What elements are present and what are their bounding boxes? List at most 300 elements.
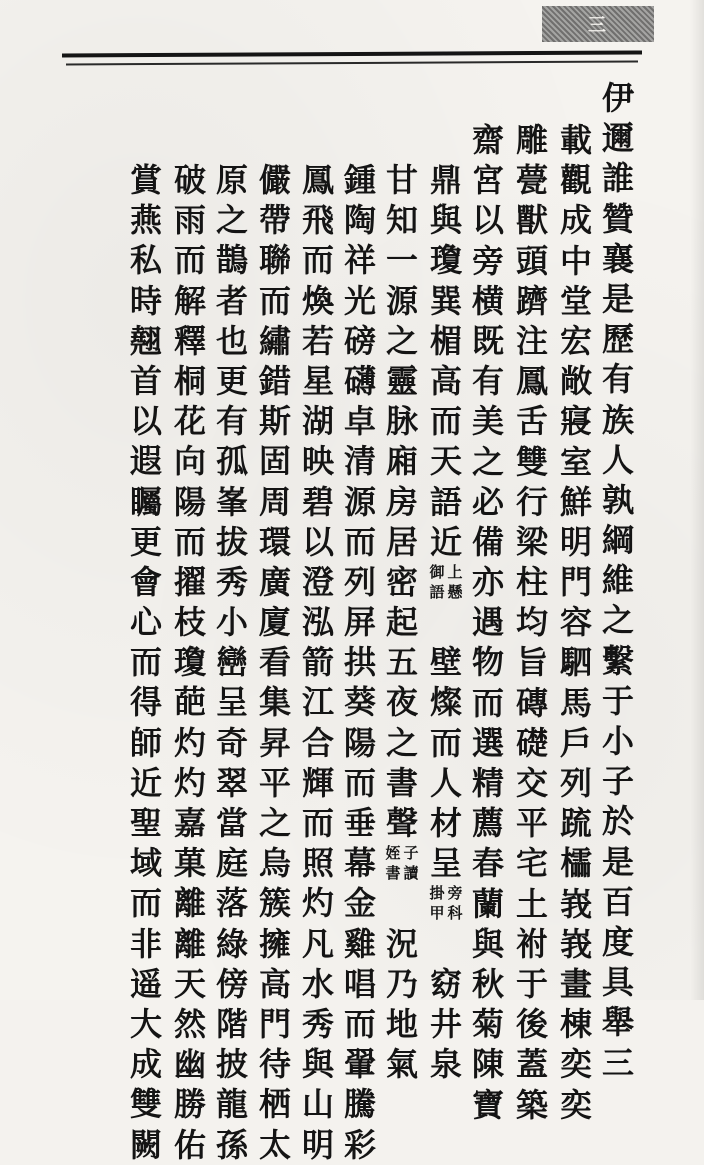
glyph: 奕 — [559, 1045, 592, 1084]
glyph: 首 — [129, 361, 162, 400]
glyph: 水 — [301, 964, 334, 1003]
glyph: 窈 — [429, 964, 462, 1003]
glyph: 卓 — [343, 402, 376, 441]
glyph: 柱 — [515, 563, 548, 602]
glyph: 而 — [301, 241, 334, 280]
glyph: 非 — [129, 924, 162, 963]
glyph: 清 — [343, 442, 376, 481]
glyph: 飛 — [301, 201, 334, 240]
glyph: 闕 — [129, 1125, 162, 1164]
note-subcolumn — [428, 883, 446, 963]
glyph: 與 — [471, 924, 504, 963]
glyph: 與 — [301, 1045, 334, 1084]
glyph: 碧 — [301, 482, 334, 521]
glyph: 陽 — [343, 723, 376, 762]
glyph: 看 — [258, 643, 291, 682]
glyph: 落 — [215, 884, 248, 923]
page-corner-mark: 三 — [542, 6, 654, 42]
text-column-6 — [382, 160, 422, 1084]
note-glyph: 姪 — [385, 844, 401, 863]
glyph: 書 — [385, 763, 418, 802]
glyph: 遇 — [471, 603, 504, 642]
glyph: 甘 — [385, 161, 418, 199]
note-subcolumn — [402, 843, 420, 923]
glyph: 陶 — [343, 201, 376, 240]
text-column-7 — [340, 160, 380, 1165]
glyph: 是 — [601, 279, 634, 318]
glyph: 而 — [129, 884, 162, 923]
glyph: 均 — [515, 603, 548, 642]
glyph: 煥 — [301, 281, 334, 320]
glyph: 居 — [385, 522, 418, 561]
glyph: 薦 — [471, 804, 504, 843]
glyph: 廈 — [258, 603, 291, 642]
glyph: 襄 — [601, 239, 634, 278]
glyph: 湖 — [301, 402, 334, 441]
glyph: 高 — [429, 361, 462, 400]
glyph: 鵲 — [215, 241, 248, 280]
glyph: 騰 — [343, 1085, 376, 1124]
glyph: 灼 — [173, 723, 206, 762]
text-column-4 — [468, 120, 508, 1125]
glyph: 人 — [601, 440, 634, 479]
glyph: 孰 — [601, 480, 634, 519]
glyph: 礴 — [343, 361, 376, 400]
glyph: 庭 — [215, 844, 248, 883]
glyph: 巒 — [215, 643, 248, 682]
glyph: 贊 — [601, 199, 634, 238]
glyph: 觀 — [559, 161, 592, 200]
glyph: 磚 — [515, 683, 548, 722]
glyph: 更 — [129, 522, 162, 561]
glyph: 蓋 — [515, 1045, 548, 1084]
glyph: 泓 — [301, 603, 334, 642]
glyph: 近 — [129, 763, 162, 802]
glyph: 栖 — [258, 1085, 291, 1124]
glyph: 凡 — [301, 924, 334, 963]
glyph: 一 — [385, 241, 418, 280]
glyph: 族 — [601, 400, 634, 439]
text-column-8 — [298, 160, 338, 1165]
glyph: 誰 — [601, 159, 634, 198]
glyph: 若 — [301, 321, 334, 360]
glyph: 天 — [173, 964, 206, 1003]
glyph: 繫 — [601, 641, 634, 680]
glyph: 心 — [129, 603, 162, 642]
glyph: 雞 — [343, 924, 376, 963]
text-column-2 — [556, 120, 596, 1125]
glyph: 戶 — [559, 723, 592, 762]
glyph: 交 — [515, 764, 548, 802]
glyph: 語 — [429, 482, 462, 521]
note-glyph: 御 — [429, 562, 445, 581]
glyph: 拔 — [215, 522, 248, 561]
glyph: 成 — [559, 201, 592, 240]
glyph: 花 — [173, 402, 206, 441]
glyph: 室 — [559, 442, 592, 481]
glyph: 也 — [215, 321, 248, 360]
glyph: 嘉 — [173, 804, 206, 842]
glyph: 離 — [173, 924, 206, 963]
glyph: 明 — [301, 1125, 334, 1164]
glyph: 鳳 — [515, 362, 548, 401]
glyph: 而 — [343, 763, 376, 802]
glyph: 小 — [601, 722, 634, 760]
text-column-12 — [126, 160, 166, 1165]
glyph: 秀 — [301, 1004, 334, 1043]
glyph: 合 — [301, 723, 334, 762]
glyph: 峩 — [559, 884, 592, 923]
glyph: 菓 — [173, 844, 206, 883]
glyph: 與 — [429, 201, 462, 240]
text-column-11 — [170, 160, 210, 1165]
glyph: 于 — [515, 964, 548, 1003]
glyph: 以 — [301, 522, 334, 561]
glyph: 度 — [601, 922, 634, 961]
glyph: 于 — [601, 681, 634, 720]
glyph: 鼎 — [429, 161, 462, 199]
glyph: 烏 — [258, 844, 291, 883]
glyph: 維 — [601, 561, 634, 600]
glyph: 勝 — [173, 1085, 206, 1124]
interlinear-note — [382, 843, 422, 923]
glyph: 畫 — [559, 964, 592, 1003]
glyph: 灼 — [173, 763, 206, 802]
glyph: 列 — [343, 562, 376, 601]
glyph: 私 — [129, 241, 162, 280]
glyph: 旁 — [471, 241, 504, 280]
glyph: 蘭 — [471, 884, 504, 923]
glyph: 既 — [471, 321, 504, 360]
glyph: 敞 — [559, 362, 592, 401]
glyph: 邇 — [601, 119, 634, 158]
glyph: 房 — [385, 482, 418, 521]
glyph: 得 — [129, 683, 162, 722]
glyph: 雨 — [173, 201, 206, 240]
glyph: 後 — [515, 1005, 548, 1044]
glyph: 鍾 — [343, 161, 376, 199]
glyph: 歷 — [601, 320, 634, 359]
glyph: 瓊 — [429, 241, 462, 280]
glyph: 舉 — [601, 1003, 634, 1042]
glyph: 昇 — [258, 723, 291, 762]
glyph: 環 — [258, 522, 291, 561]
glyph: 梁 — [515, 522, 548, 561]
note-glyph: 掛 — [429, 884, 445, 903]
glyph: 氣 — [385, 1045, 418, 1084]
glyph: 江 — [301, 683, 334, 722]
glyph: 而 — [429, 723, 462, 762]
glyph: 擁 — [258, 924, 291, 963]
glyph: 奇 — [215, 723, 248, 762]
glyph: 駟 — [559, 643, 592, 682]
glyph: 然 — [173, 1004, 206, 1043]
glyph: 宅 — [515, 844, 548, 883]
glyph: 廣 — [258, 562, 291, 601]
note-glyph: 書 — [385, 864, 401, 883]
glyph: 灼 — [301, 884, 334, 923]
glyph: 帶 — [258, 201, 291, 240]
text-column-3 — [512, 120, 552, 1125]
note-glyph: 上 — [447, 562, 463, 581]
glyph: 映 — [301, 442, 334, 481]
glyph: 列 — [559, 764, 592, 802]
glyph: 亦 — [471, 563, 504, 602]
glyph: 傍 — [215, 964, 248, 1003]
glyph: 明 — [559, 522, 592, 561]
glyph: 星 — [301, 361, 334, 400]
glyph: 高 — [258, 964, 291, 1003]
glyph: 遥 — [129, 964, 162, 1003]
glyph: 地 — [385, 1004, 418, 1043]
glyph: 有 — [471, 362, 504, 401]
glyph: 唱 — [343, 964, 376, 1003]
glyph: 中 — [559, 241, 592, 280]
glyph: 原 — [215, 161, 248, 199]
glyph: 時 — [129, 281, 162, 320]
text-column-9 — [255, 160, 295, 1165]
glyph: 集 — [258, 683, 291, 722]
interlinear-note — [426, 562, 466, 642]
glyph: 天 — [429, 442, 462, 481]
glyph: 斯 — [258, 402, 291, 441]
note-glyph: 讀 — [403, 864, 419, 883]
note-subcolumn — [384, 843, 402, 923]
glyph: 待 — [258, 1045, 291, 1084]
glyph: 美 — [471, 402, 504, 441]
glyph: 秀 — [215, 562, 248, 601]
glyph: 向 — [173, 442, 206, 481]
glyph: 注 — [515, 321, 548, 360]
glyph: 躋 — [515, 281, 548, 320]
glyph: 有 — [215, 402, 248, 441]
glyph: 寶 — [471, 1085, 504, 1124]
glyph: 金 — [343, 884, 376, 923]
glyph: 之 — [385, 723, 418, 762]
glyph: 離 — [173, 884, 206, 923]
glyph: 太 — [258, 1125, 291, 1164]
note-glyph: 語 — [429, 582, 445, 601]
glyph: 之 — [471, 442, 504, 481]
glyph: 佑 — [173, 1125, 206, 1164]
glyph: 而 — [129, 643, 162, 682]
text-column-1 — [598, 78, 638, 1083]
glyph: 材 — [429, 804, 462, 843]
glyph: 井 — [429, 1004, 462, 1043]
glyph: 師 — [129, 723, 162, 762]
glyph: 源 — [343, 482, 376, 521]
glyph: 載 — [559, 121, 592, 159]
glyph: 釋 — [173, 321, 206, 360]
note-subcolumn — [446, 883, 464, 963]
glyph: 甍 — [515, 161, 548, 200]
glyph: 而 — [429, 402, 462, 441]
glyph: 固 — [258, 442, 291, 481]
glyph: 而 — [173, 241, 206, 280]
glyph: 光 — [343, 281, 376, 320]
glyph: 之 — [258, 804, 291, 842]
glyph: 成 — [129, 1045, 162, 1084]
glyph: 孫 — [215, 1125, 248, 1164]
glyph: 必 — [471, 482, 504, 521]
glyph: 雕 — [515, 121, 548, 159]
glyph: 近 — [429, 522, 462, 561]
glyph: 頭 — [515, 241, 548, 280]
glyph: 箭 — [301, 643, 334, 682]
glyph: 齋 — [471, 121, 504, 159]
glyph: 楣 — [429, 321, 462, 360]
glyph: 乃 — [385, 964, 418, 1003]
glyph: 屏 — [343, 603, 376, 642]
glyph: 彩 — [343, 1125, 376, 1164]
glyph: 照 — [301, 844, 334, 883]
glyph: 備 — [471, 522, 504, 561]
glyph: 而 — [343, 1004, 376, 1043]
glyph: 夜 — [385, 683, 418, 722]
glyph: 綱 — [601, 521, 634, 560]
glyph: 聯 — [258, 241, 291, 280]
glyph: 繡 — [258, 321, 291, 360]
glyph: 人 — [429, 763, 462, 802]
glyph: 拱 — [343, 643, 376, 682]
glyph: 磅 — [343, 321, 376, 360]
glyph: 簇 — [258, 884, 291, 923]
glyph: 門 — [559, 563, 592, 602]
glyph: 伊 — [601, 79, 634, 117]
glyph: 而 — [471, 683, 504, 722]
glyph: 行 — [515, 482, 548, 521]
glyph: 平 — [515, 804, 548, 843]
glyph: 棟 — [559, 1005, 592, 1044]
glyph: 之 — [215, 201, 248, 240]
glyph: 燦 — [429, 683, 462, 722]
glyph: 大 — [129, 1004, 162, 1043]
glyph: 具 — [601, 963, 634, 1002]
glyph: 平 — [258, 763, 291, 802]
glyph: 遐 — [129, 442, 162, 481]
glyph: 峯 — [215, 482, 248, 521]
glyph: 横 — [471, 281, 504, 320]
glyph: 澄 — [301, 562, 334, 601]
glyph: 巽 — [429, 281, 462, 320]
note-glyph: 科 — [447, 904, 463, 923]
glyph: 祔 — [515, 924, 548, 963]
glyph: 三 — [601, 1043, 634, 1082]
glyph: 陽 — [173, 482, 206, 521]
glyph: 靈 — [385, 361, 418, 400]
glyph: 翠 — [215, 763, 248, 802]
glyph: 綠 — [215, 924, 248, 963]
glyph: 雙 — [515, 442, 548, 481]
glyph: 於 — [601, 802, 634, 841]
glyph: 宮 — [471, 161, 504, 200]
glyph: 當 — [215, 804, 248, 842]
glyph: 選 — [471, 723, 504, 762]
note-glyph: 甲 — [429, 904, 445, 923]
note-subcolumn — [428, 562, 446, 642]
glyph: 百 — [601, 882, 634, 921]
text-column-5 — [426, 160, 466, 1084]
glyph: 披 — [215, 1045, 248, 1084]
glyph: 翬 — [343, 1045, 376, 1084]
glyph: 峩 — [559, 924, 592, 963]
glyph: 容 — [559, 603, 592, 642]
glyph: 而 — [301, 804, 334, 842]
glyph: 枝 — [173, 603, 206, 642]
glyph: 䟽 — [559, 804, 592, 843]
glyph: 奕 — [559, 1085, 592, 1124]
glyph: 宏 — [559, 321, 592, 360]
glyph: 菊 — [471, 1005, 504, 1044]
glyph: 葩 — [173, 683, 206, 722]
glyph: 域 — [129, 844, 162, 883]
glyph: 幕 — [343, 844, 376, 883]
glyph: 而 — [173, 522, 206, 561]
glyph: 葵 — [343, 683, 376, 722]
glyph: 脉 — [385, 402, 418, 441]
glyph: 櫺 — [559, 844, 592, 883]
note-subcolumn — [446, 562, 464, 642]
glyph: 儼 — [258, 161, 291, 199]
glyph: 寢 — [559, 402, 592, 441]
glyph: 雙 — [129, 1085, 162, 1124]
glyph: 是 — [601, 842, 634, 881]
glyph: 而 — [343, 522, 376, 561]
glyph: 密 — [385, 562, 418, 601]
glyph: 會 — [129, 562, 162, 601]
glyph: 陳 — [471, 1045, 504, 1084]
glyph: 門 — [258, 1004, 291, 1043]
glyph: 矚 — [129, 482, 162, 521]
glyph: 垂 — [343, 804, 376, 842]
text-column-10 — [212, 160, 252, 1165]
glyph: 土 — [515, 884, 548, 923]
glyph: 而 — [258, 281, 291, 320]
glyph: 龍 — [215, 1085, 248, 1124]
glyph: 祥 — [343, 241, 376, 280]
glyph: 秋 — [471, 964, 504, 1003]
glyph: 周 — [258, 482, 291, 521]
glyph: 聲 — [385, 804, 418, 842]
glyph: 錯 — [258, 361, 291, 400]
top-border-rule-inner — [66, 61, 638, 66]
glyph: 春 — [471, 844, 504, 883]
glyph: 階 — [215, 1004, 248, 1043]
glyph: 之 — [601, 601, 634, 640]
interlinear-note — [426, 883, 466, 963]
glyph: 解 — [173, 281, 206, 320]
glyph: 賞 — [129, 161, 162, 199]
glyph: 五 — [385, 643, 418, 682]
glyph: 山 — [301, 1085, 334, 1124]
glyph: 以 — [471, 201, 504, 240]
glyph: 鳳 — [301, 161, 334, 199]
glyph: 泉 — [429, 1045, 462, 1084]
glyph: 小 — [215, 603, 248, 642]
glyph: 起 — [385, 603, 418, 642]
glyph: 馬 — [559, 683, 592, 722]
note-glyph: 旁 — [447, 884, 463, 903]
glyph: 更 — [215, 361, 248, 400]
page-edge-shadow — [690, 0, 704, 1000]
glyph: 有 — [601, 360, 634, 399]
glyph: 鮮 — [559, 482, 592, 521]
glyph: 築 — [515, 1085, 548, 1124]
glyph: 獸 — [515, 201, 548, 240]
glyph: 子 — [601, 762, 634, 801]
top-border-rule — [62, 50, 642, 57]
glyph: 燕 — [129, 201, 162, 240]
